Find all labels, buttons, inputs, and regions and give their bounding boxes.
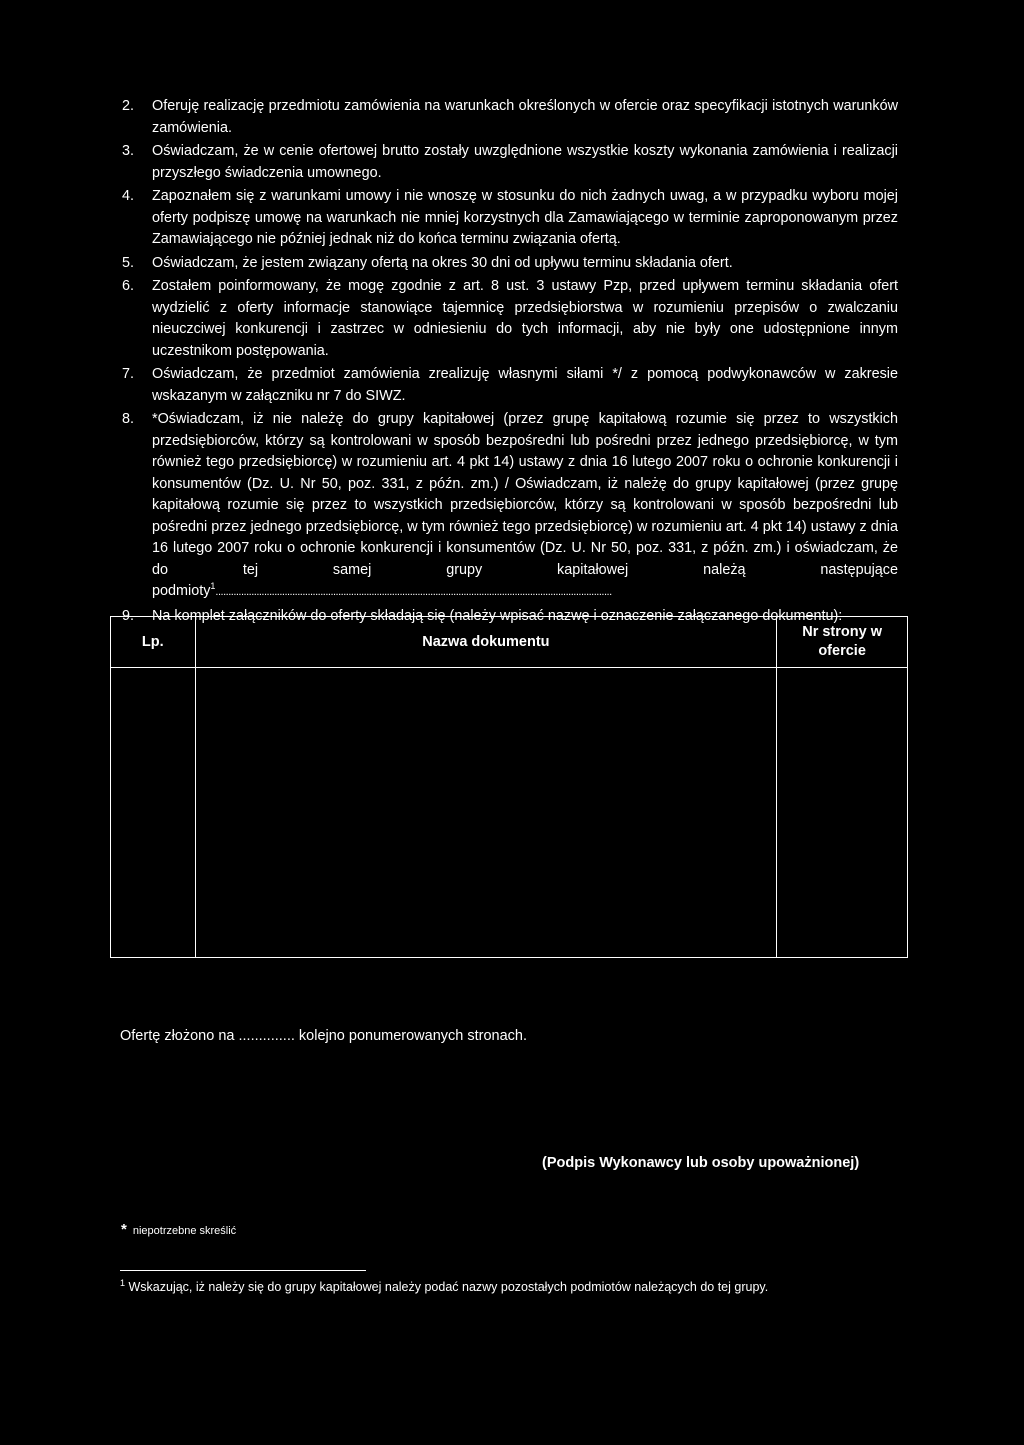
footnote-asterisk-text: niepotrzebne skreślić [132, 1225, 237, 1237]
footnote-ref: 1 [210, 581, 216, 592]
cell-page-number[interactable] [777, 668, 908, 958]
item-number: 8. [122, 411, 135, 427]
signature-label: (Podpis Wykonawcy lub osoby upoważnionej) [542, 1155, 860, 1171]
pages-count-line: Ofertę złożono na .............. kolejno ponumerowanych stronach. [120, 1028, 528, 1044]
item-number: 4. [122, 188, 135, 204]
dotted-fill: ........................................................................................................................................................... [215, 586, 612, 598]
cell-lp[interactable] [111, 668, 196, 958]
item-number: 7. [122, 366, 135, 382]
footnote-1-text: Wskazując, iż należy się do grupy kapitałowej należy podać nazwy pozostałych podmiotów należących do tej grupy. [128, 1280, 769, 1294]
item-text-main: *Oświadczam, iż nie należę do grupy kapitałowej (przez grupę kapitałową rozumie się przez to wszystkich przedsiębiorców, którzy są kontrolowani w sposób bezpośredni lub pośredni przez jednego przedsiębiorcę, w tym również tego przedsiębiorcę) w rozumieniu art. 4 pkt 14) ustawy z dnia 16 lutego 2007 roku o ochronie konkurencji i konsumentów (Dz. U. Nr 50, poz. 331, z późn. zm.) / Oświadczam, iż należę do grupy kapitałowej (przez grupę kapitałową rozumie się przez to wszystkich przedsiębiorców, którzy są kontrolowani w sposób bezpośredni lub pośredni przez jednego przedsiębiorcę, w tym również tego przedsiębiorcę) w rozumieniu art. 4 pkt 14) ustawy z dnia 16 lutego 2007 roku o ochronie konkurencji i konsumentów (Dz. U. Nr 50, poz. 331, z późn. zm.) i oświadczam, że do tej samej grupy kapitałowej należą następujące podmioty [152, 411, 898, 599]
item-number: 2. [122, 98, 135, 114]
header-document-name: Nazwa dokumentu [195, 617, 777, 668]
table-row [111, 668, 908, 958]
list-item [122, 276, 898, 362]
list-item [122, 364, 898, 407]
list-item [122, 253, 898, 275]
item-text [152, 409, 898, 604]
item-number: 3. [122, 143, 135, 159]
cell-document-name[interactable] [195, 668, 777, 958]
footnote-divider [120, 1270, 366, 1271]
item-number: 5. [122, 254, 135, 271]
table-header-row [111, 617, 908, 668]
footnote-1-mark: 1 [120, 1277, 126, 1288]
item-text: Oferuję realizację przedmiotu zamówienia na warunkach określonych w ofercie oraz specyfikacji istotnych warunków zamówienia. [152, 98, 898, 136]
attachments-table [110, 616, 908, 958]
declarations-list [122, 96, 898, 629]
item-text: Na komplet załączników do oferty składają się (należy wpisać nazwę i oznaczenie załączanego dokumentu): [152, 607, 843, 624]
header-page-number: Nr strony w ofercie [777, 617, 908, 668]
header-lp: Lp. [111, 617, 196, 668]
item-number: 9. [122, 607, 135, 624]
list-item [122, 186, 898, 251]
item-text: Oświadczam, że jestem związany ofertą na okres 30 dni od upływu terminu składania ofert. [152, 254, 733, 271]
item-number: 6. [122, 278, 135, 294]
asterisk-mark: * [121, 1221, 127, 1238]
footnote-1 [120, 1277, 769, 1294]
item-text: Zapoznałem się z warunkami umowy i nie wnoszę w stosunku do nich żadnych uwag, a w przypadku wyboru mojej oferty podpiszę umowę na warunkach nie mniej korzystnych dla Zamawiającego w terminie zaproponowanym przez Zamawiającego nie później jednak niż do końca terminu związania ofertą. [152, 188, 898, 247]
item-text: Zostałem poinformowany, że mogę zgodnie z art. 8 ust. 3 ustawy Pzp, przed upływem terminu składania ofert wydzielić z oferty informacje stanowiące tajemnicę przedsiębiorstwa w rozumieniu przepisów o zwalczaniu nieuczciwej konkurencji i zastrzec w odniesieniu do tych informacji, aby nie były one udostępnione innym uczestnikom postępowania. [152, 278, 898, 359]
list-item [122, 141, 898, 184]
list-item [122, 409, 898, 604]
item-text: Oświadczam, że w cenie ofertowej brutto zostały uwzględnione wszystkie koszty wykonania zamówienia i realizacji przyszłego świadczenia umownego. [152, 143, 898, 181]
footnote-asterisk [121, 1221, 236, 1238]
list-item [122, 96, 898, 139]
item-text: Oświadczam, że przedmiot zamówienia zrealizuję własnymi siłami */ z pomocą podwykonawców w zakresie wskazanym w załączniku nr 7 do SIWZ. [152, 366, 898, 404]
